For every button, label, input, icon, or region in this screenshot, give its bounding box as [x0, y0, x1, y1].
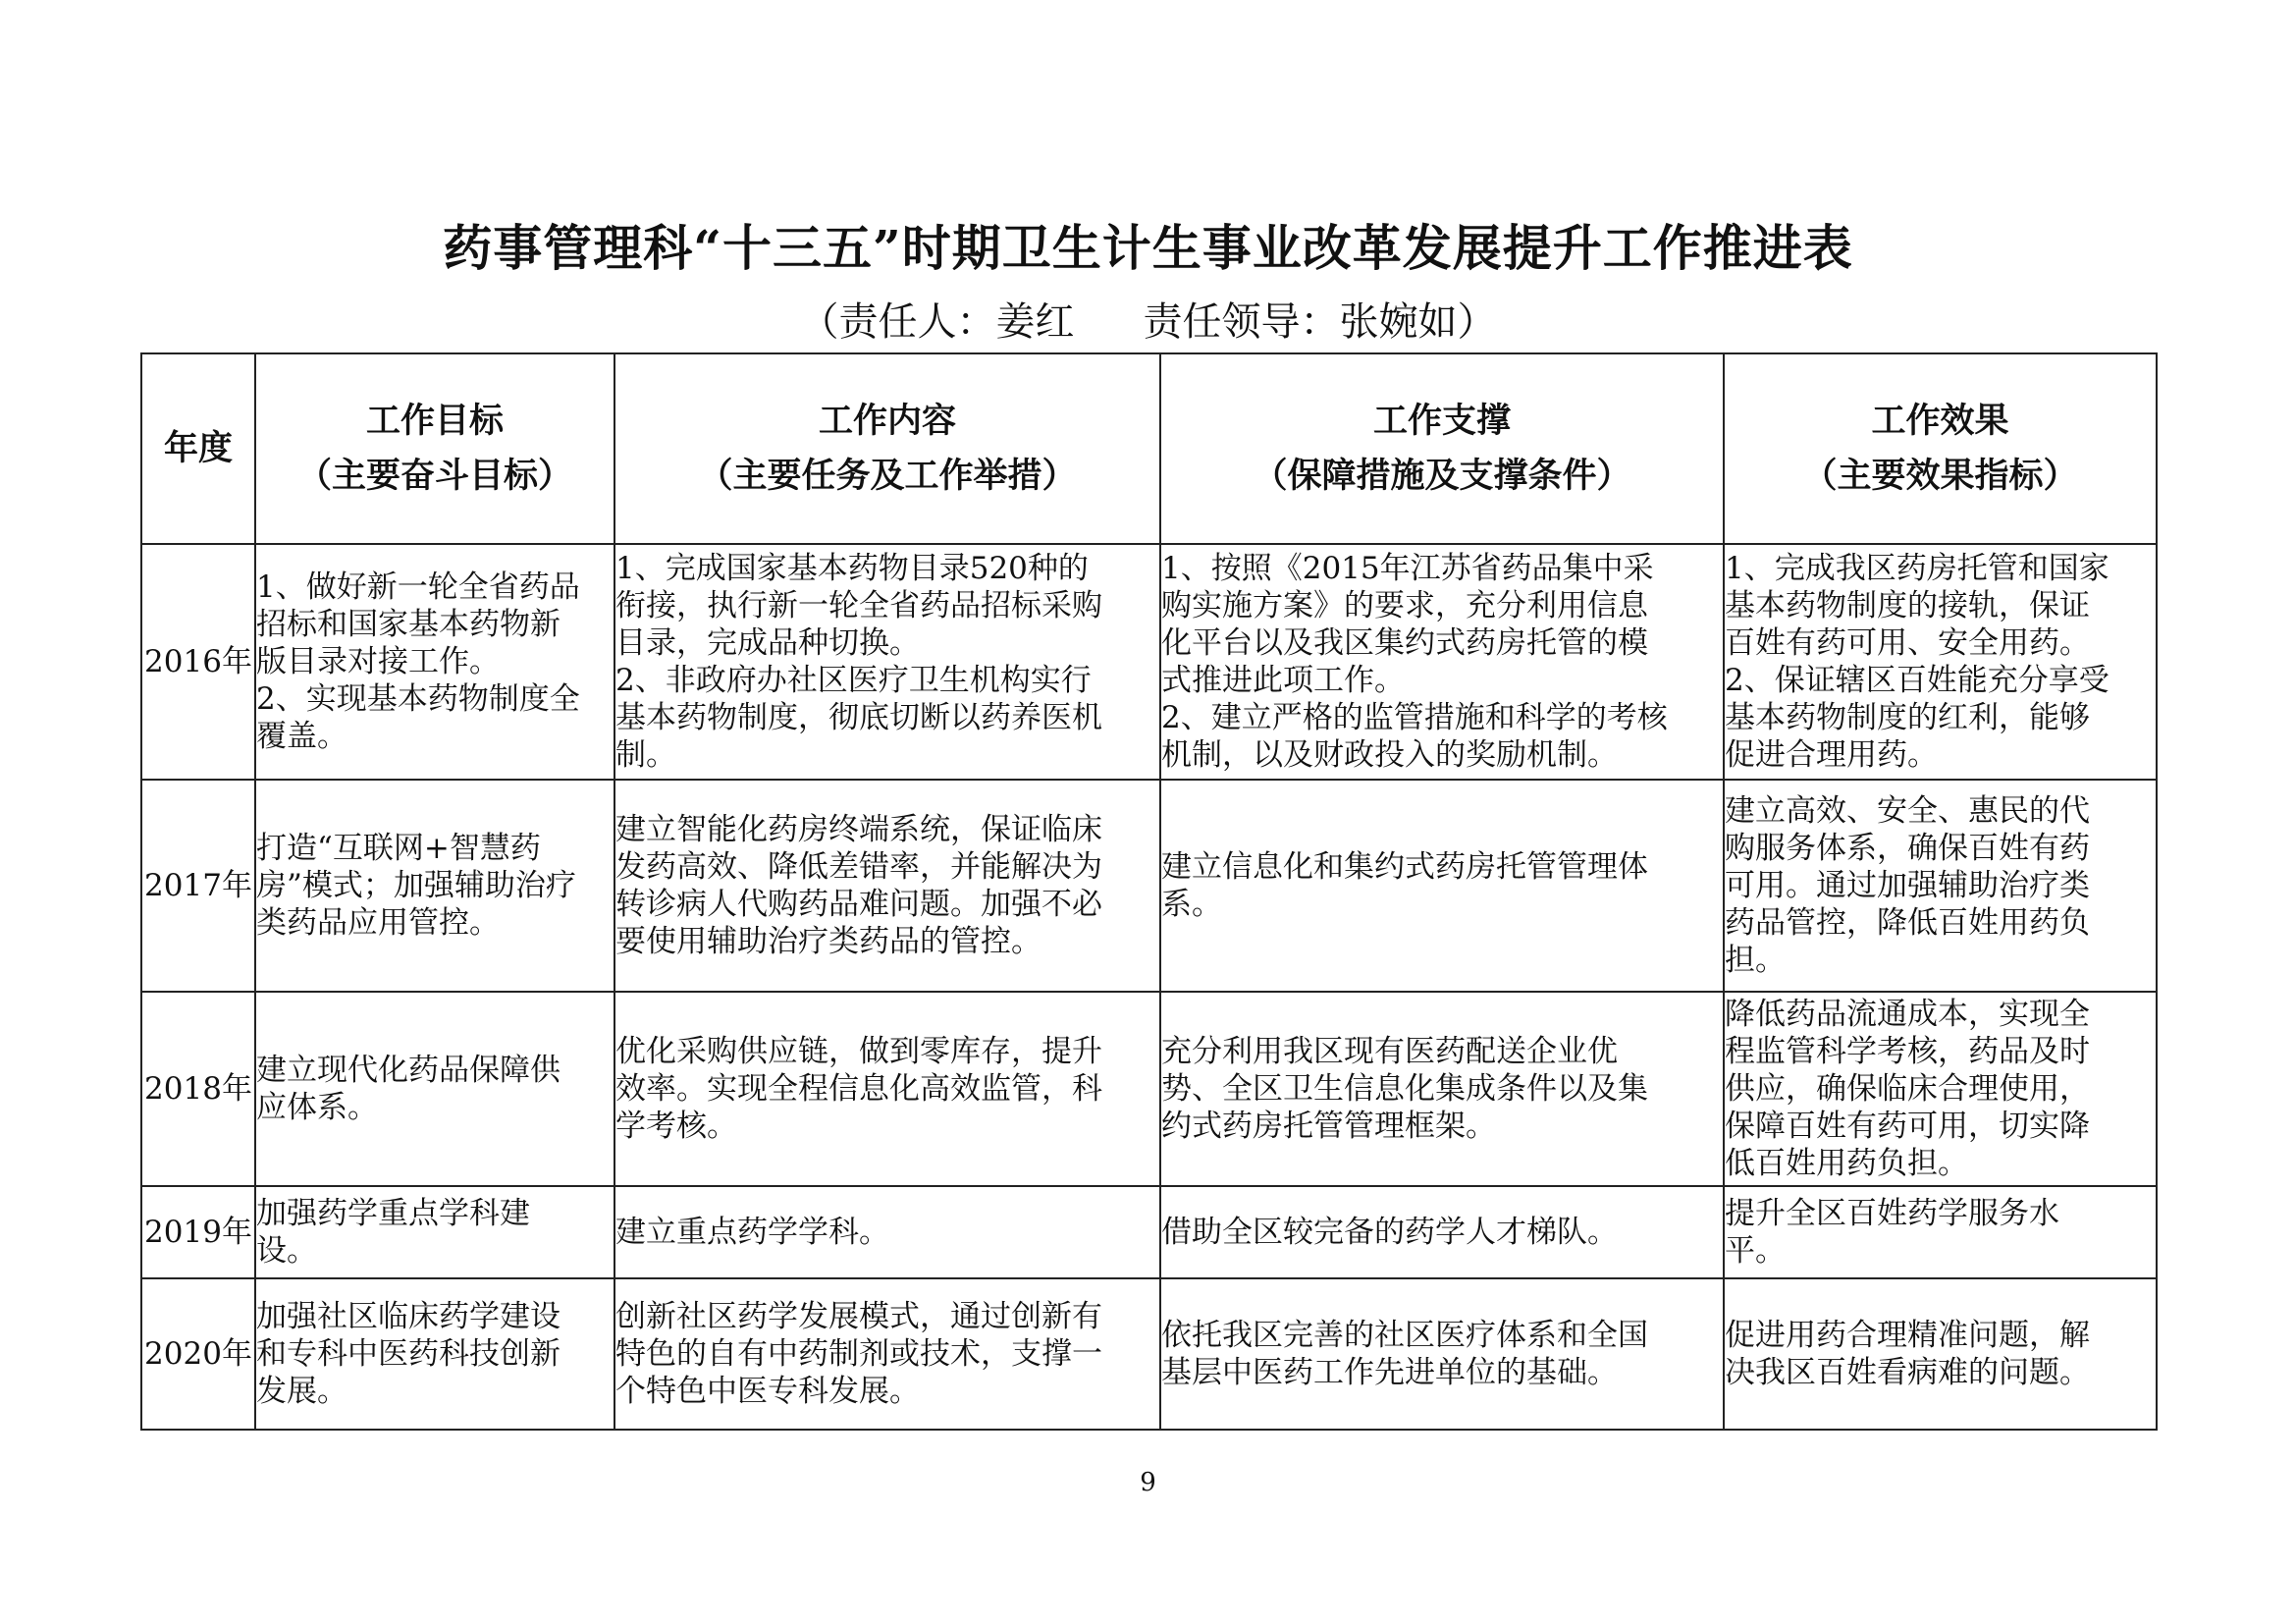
support-cell [1160, 1186, 1724, 1278]
effect-text-line: 程监管科学考核，药品及时 [1725, 1034, 2090, 1069]
header-support-title: 工作支撑 [1372, 401, 1511, 441]
effect-text-line: 购服务体系，确保百姓有药 [1725, 831, 2090, 866]
content-text-line: 制。 [615, 737, 676, 773]
content-text-line: 要使用辅助治疗类药品的管控。 [615, 924, 1041, 959]
support-text-line: 基层中医药工作先进单位的基础。 [1161, 1355, 1618, 1390]
content-cell [614, 544, 1160, 780]
table-header-row [141, 353, 2157, 544]
responsible-person: （责任人：姜红 [799, 299, 1075, 345]
support-text-line: 购实施方案》的要求，充分利用信息 [1161, 588, 1648, 623]
goal-text-line: 打造“互联网+智慧药 [256, 831, 541, 866]
support-cell [1160, 992, 1724, 1186]
goal-cell [255, 1278, 614, 1430]
table-row [141, 544, 2157, 780]
effect-text-line: 可用。通过加强辅助治疗类 [1725, 868, 2090, 903]
page-number: 9 [1140, 1468, 1156, 1497]
content-text-line: 发药高效、降低差错率，并能解决为 [615, 849, 1102, 885]
support-text-line: 机制，以及财政投入的奖励机制。 [1161, 737, 1618, 773]
effect-text-line: 决我区百姓看病难的问题。 [1725, 1355, 2090, 1390]
effect-cell [1724, 1186, 2157, 1278]
content-text-line: 目录，完成品种切换。 [615, 625, 920, 661]
responsible-leader: 责任领导：张婉如） [1143, 299, 1497, 345]
goal-text-line: 应体系。 [256, 1090, 378, 1125]
content-text-line: 建立重点药学学科。 [615, 1215, 889, 1250]
effect-text-line: 百姓有药可用、安全用药。 [1725, 625, 2090, 661]
effect-text-line: 供应，确保临床合理使用， [1725, 1071, 2090, 1107]
content-text-line: 基本药物制度，彻底切断以药养医机 [615, 700, 1102, 735]
effect-text-line: 降低药品流通成本，实现全 [1725, 997, 2090, 1032]
effect-text-line: 基本药物制度的接轨，保证 [1725, 588, 2090, 623]
effect-text-line: 药品管控，降低百姓用药负 [1725, 905, 2090, 941]
year-cell: 2019年 [141, 1186, 255, 1278]
content-text-line: 效率。实现全程信息化高效监管，科 [615, 1071, 1102, 1107]
work-plan-table [140, 352, 2158, 1431]
header-support-subtitle: （保障措施及支撑条件） [1253, 456, 1631, 496]
support-cell [1160, 780, 1724, 992]
effect-text-line: 建立高效、安全、惠民的代 [1725, 793, 2090, 829]
goal-cell [255, 1186, 614, 1278]
table-row [141, 1186, 2157, 1278]
content-text-line: 建立智能化药房终端系统，保证临床 [615, 812, 1102, 847]
header-effect [1724, 353, 2157, 544]
content-text-line: 特色的自有中药制剂或技术，支撑一 [615, 1336, 1102, 1372]
support-text-line: 式推进此项工作。 [1161, 663, 1405, 698]
goal-text-line: 设。 [256, 1233, 317, 1269]
support-text-line: 2、建立严格的监管措施和科学的考核 [1161, 700, 1668, 735]
effect-text-line: 1、完成我区药房托管和国家 [1725, 551, 2109, 586]
goal-text-line: 招标和国家基本药物新 [256, 607, 561, 642]
effect-text-line: 低百姓用药负担。 [1725, 1146, 1968, 1181]
header-goal-title: 工作目标 [365, 401, 504, 441]
header-content-subtitle: （主要任务及工作举措） [698, 456, 1077, 496]
content-text-line: 创新社区药学发展模式，通过创新有 [615, 1299, 1102, 1334]
header-year: 年度 [141, 353, 255, 544]
goal-cell [255, 992, 614, 1186]
year-cell: 2020年 [141, 1278, 255, 1430]
year-cell: 2018年 [141, 992, 255, 1186]
content-text-line: 1、完成国家基本药物目录520种的 [615, 551, 1089, 586]
content-cell [614, 780, 1160, 992]
effect-cell [1724, 992, 2157, 1186]
support-text-line: 势、全区卫生信息化集成条件以及集 [1161, 1071, 1648, 1107]
table-row [141, 780, 2157, 992]
goal-cell [255, 780, 614, 992]
support-cell [1160, 1278, 1724, 1430]
header-content [614, 353, 1160, 544]
support-text-line: 系。 [1161, 887, 1222, 922]
effect-text-line: 基本药物制度的红利，能够 [1725, 700, 2090, 735]
support-text-line: 1、按照《2015年江苏省药品集中采 [1161, 551, 1654, 586]
goal-text-line: 发展。 [256, 1374, 347, 1409]
effect-cell [1724, 544, 2157, 780]
header-goal [255, 353, 614, 544]
goal-text-line: 和专科中医药科技创新 [256, 1336, 561, 1372]
year-cell: 2017年 [141, 780, 255, 992]
goal-text-line: 加强药学重点学科建 [256, 1196, 530, 1231]
goal-text-line: 2、实现基本药物制度全 [256, 681, 580, 717]
goal-text-line: 1、做好新一轮全省药品 [256, 569, 580, 605]
content-text-line: 学考核。 [615, 1109, 737, 1144]
support-text-line: 建立信息化和集约式药房托管管理体 [1161, 849, 1648, 885]
content-cell [614, 992, 1160, 1186]
support-text-line: 借助全区较完备的药学人才梯队。 [1161, 1215, 1618, 1250]
support-text-line: 充分利用我区现有医药配送企业优 [1161, 1034, 1618, 1069]
effect-text-line: 促进用药合理精准问题，解 [1725, 1318, 2090, 1353]
content-text-line: 转诊病人代购药品难问题。加强不必 [615, 887, 1102, 922]
support-text-line: 化平台以及我区集约式药房托管的模 [1161, 625, 1648, 661]
table-row [141, 992, 2157, 1186]
support-text-line: 依托我区完善的社区医疗体系和全国 [1161, 1318, 1648, 1353]
document-subtitle [0, 295, 2296, 350]
effect-text-line: 保障百姓有药可用，切实降 [1725, 1109, 2090, 1144]
support-cell [1160, 544, 1724, 780]
goal-text-line: 版目录对接工作。 [256, 644, 500, 679]
effect-cell [1724, 780, 2157, 992]
effect-text-line: 促进合理用药。 [1725, 737, 1938, 773]
document-title: 药事管理科“十三五”时期卫生计生事业改革发展提升工作推进表 [443, 219, 1853, 277]
goal-text-line: 房”模式；加强辅助治疗 [256, 868, 576, 903]
content-text-line: 衔接，执行新一轮全省药品招标采购 [615, 588, 1102, 623]
content-cell [614, 1186, 1160, 1278]
header-content-title: 工作内容 [818, 401, 956, 441]
content-cell [614, 1278, 1160, 1430]
effect-cell [1724, 1278, 2157, 1430]
effect-text-line: 提升全区百姓药学服务水 [1725, 1196, 2059, 1231]
header-effect-title: 工作效果 [1871, 401, 2009, 441]
header-effect-subtitle: （主要效果指标） [1802, 456, 2078, 496]
support-text-line: 约式药房托管管理框架。 [1161, 1109, 1496, 1144]
effect-text-line: 2、保证辖区百姓能充分享受 [1725, 663, 2109, 698]
table-row [141, 1278, 2157, 1430]
goal-text-line: 类药品应用管控。 [256, 905, 500, 941]
header-support [1160, 353, 1724, 544]
year-cell: 2016年 [141, 544, 255, 780]
content-text-line: 2、非政府办社区医疗卫生机构实行 [615, 663, 1092, 698]
effect-text-line: 平。 [1725, 1233, 1786, 1269]
content-text-line: 个特色中医专科发展。 [615, 1374, 920, 1409]
header-goal-subtitle: （主要奋斗目标） [296, 456, 572, 496]
content-text-line: 优化采购供应链，做到零库存，提升 [615, 1034, 1102, 1069]
goal-cell [255, 544, 614, 780]
goal-text-line: 覆盖。 [256, 719, 347, 754]
effect-text-line: 担。 [1725, 943, 1786, 978]
goal-text-line: 建立现代化药品保障供 [256, 1053, 561, 1088]
goal-text-line: 加强社区临床药学建设 [256, 1299, 561, 1334]
